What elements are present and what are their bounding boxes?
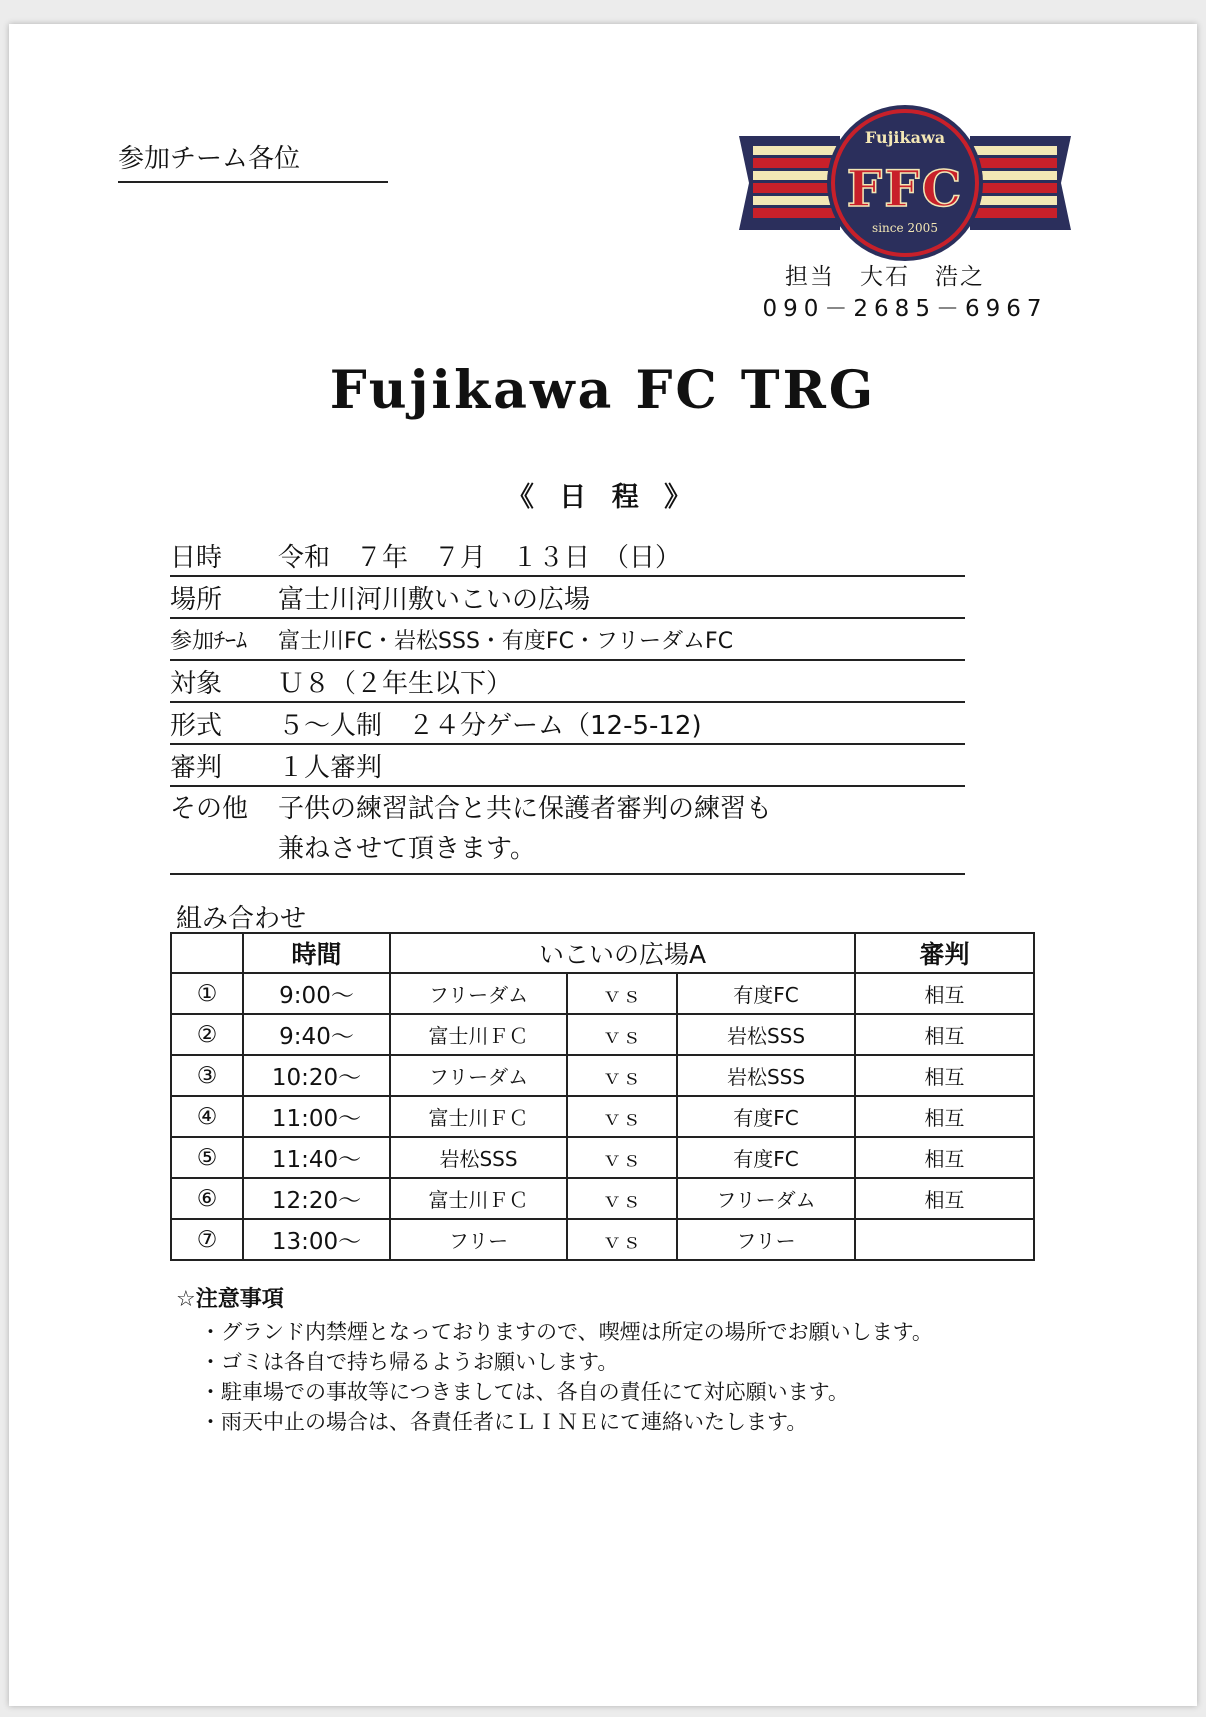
vs-label: ｖｓ	[567, 1178, 677, 1219]
notes-list	[176, 1317, 933, 1437]
referee-cell: 相互	[855, 1014, 1034, 1055]
list-item: ・ 駐車場での事故等につきましては、各自の責任にて対応願います。	[200, 1377, 933, 1407]
event-info	[170, 535, 965, 875]
referee-cell: 相互	[855, 1137, 1034, 1178]
notes-section	[176, 1282, 933, 1437]
document-title: Fujikawa FC TRG	[329, 360, 877, 421]
match-number: ④	[171, 1096, 243, 1137]
match-time: 9:40～	[243, 1014, 390, 1055]
table-row	[171, 1137, 1034, 1178]
match-table	[170, 932, 1035, 1261]
away-team: 有度FC	[677, 1137, 855, 1178]
header-number	[171, 933, 243, 973]
club-logo	[735, 98, 1075, 268]
match-number: ⑥	[171, 1178, 243, 1219]
referee-cell: 相互	[855, 973, 1034, 1014]
match-number: ⑤	[171, 1137, 243, 1178]
info-label: 日時	[170, 542, 223, 573]
header-venue: いこいの広場A	[390, 933, 855, 973]
match-time: 9:00～	[243, 973, 390, 1014]
info-row-other	[170, 787, 965, 875]
referee-cell	[855, 1219, 1034, 1260]
info-label: 対象	[170, 668, 223, 699]
vs-label: ｖｓ	[567, 1014, 677, 1055]
info-row-format	[170, 703, 965, 745]
referee-cell: 相互	[855, 1178, 1034, 1219]
home-team: 富士川ＦＣ	[390, 1178, 567, 1219]
info-value: Ｕ８（２年生以下）	[278, 668, 513, 699]
contact-phone: 090－2685－6967	[762, 296, 1048, 322]
info-label: 審判	[170, 752, 223, 783]
table-row	[171, 973, 1034, 1014]
info-value: ５～人制 ２４分ゲーム（12-5-12)	[278, 710, 702, 741]
schedule-heading: 《 日 程 》	[506, 482, 700, 513]
info-value-line: 子供の練習試合と共に保護者審判の練習も	[278, 794, 773, 824]
info-value-line: 兼ねさせて頂きます。	[278, 834, 536, 864]
vs-label: ｖｓ	[567, 1219, 677, 1260]
recipient-line: 参加チーム各位	[118, 138, 388, 183]
away-team: フリー	[677, 1219, 855, 1260]
match-time: 12:20～	[243, 1178, 390, 1219]
match-number: ⑦	[171, 1219, 243, 1260]
info-value: 富士川FC・岩松SSS・有度FC・フリーダムFC	[278, 628, 734, 654]
info-row-referee	[170, 745, 965, 787]
vs-label: ｖｓ	[567, 1055, 677, 1096]
match-time: 11:00～	[243, 1096, 390, 1137]
away-team: 有度FC	[677, 973, 855, 1014]
info-label: 形式	[170, 710, 223, 741]
table-row	[171, 1219, 1034, 1260]
info-label: 場所	[170, 584, 223, 615]
match-number: ②	[171, 1014, 243, 1055]
list-item: ・ グランド内禁煙となっておりますので、喫煙は所定の場所でお願いします。	[200, 1317, 933, 1347]
info-value	[278, 789, 965, 869]
home-team: フリーダム	[390, 973, 567, 1014]
table-header-row	[171, 933, 1034, 973]
info-row-target	[170, 661, 965, 703]
header-time: 時間	[243, 933, 390, 973]
referee-cell: 相互	[855, 1096, 1034, 1137]
away-team: 有度FC	[677, 1096, 855, 1137]
match-time: 13:00～	[243, 1219, 390, 1260]
table-row	[171, 1096, 1034, 1137]
info-row-teams	[170, 619, 965, 661]
home-team: 富士川ＦＣ	[390, 1014, 567, 1055]
matchups-label: 組み合わせ	[176, 904, 307, 934]
match-time: 11:40～	[243, 1137, 390, 1178]
list-item: ・ ゴミは各自で持ち帰るようお願いします。	[200, 1347, 933, 1377]
vs-label: ｖｓ	[567, 973, 677, 1014]
away-team: 岩松SSS	[677, 1055, 855, 1096]
home-team: 岩松SSS	[390, 1137, 567, 1178]
match-number: ③	[171, 1055, 243, 1096]
referee-cell: 相互	[855, 1055, 1034, 1096]
vs-label: ｖｓ	[567, 1137, 677, 1178]
table-row	[171, 1014, 1034, 1055]
match-time: 10:20～	[243, 1055, 390, 1096]
list-item: ・ 雨天中止の場合は、各責任者にＬＩＮＥにて連絡いたします。	[200, 1407, 933, 1437]
logo-since: since 2005	[872, 221, 938, 235]
home-team: フリー	[390, 1219, 567, 1260]
info-value: 富士川河川敷いこいの広場	[278, 584, 591, 615]
info-value: １人審判	[278, 752, 383, 783]
info-label: 参加ﾁｰﾑ	[170, 628, 248, 654]
away-team: 岩松SSS	[677, 1014, 855, 1055]
table-row	[171, 1055, 1034, 1096]
home-team: 富士川ＦＣ	[390, 1096, 567, 1137]
table-row	[171, 1178, 1034, 1219]
info-row-datetime	[170, 535, 965, 577]
logo-initials: FFC	[846, 159, 964, 218]
home-team: フリーダム	[390, 1055, 567, 1096]
vs-label: ｖｓ	[567, 1096, 677, 1137]
logo-name: Fujikawa	[864, 128, 946, 147]
match-number: ①	[171, 973, 243, 1014]
info-label: その他	[170, 794, 249, 824]
away-team: フリーダム	[677, 1178, 855, 1219]
info-row-venue	[170, 577, 965, 619]
header-referee: 審判	[855, 933, 1034, 973]
contact-name: 担当 大石 浩之	[785, 264, 985, 290]
info-value: 令和 ７年 ７月 １３日 （日）	[278, 542, 682, 573]
notes-title: ☆注意事項	[176, 1287, 284, 1312]
